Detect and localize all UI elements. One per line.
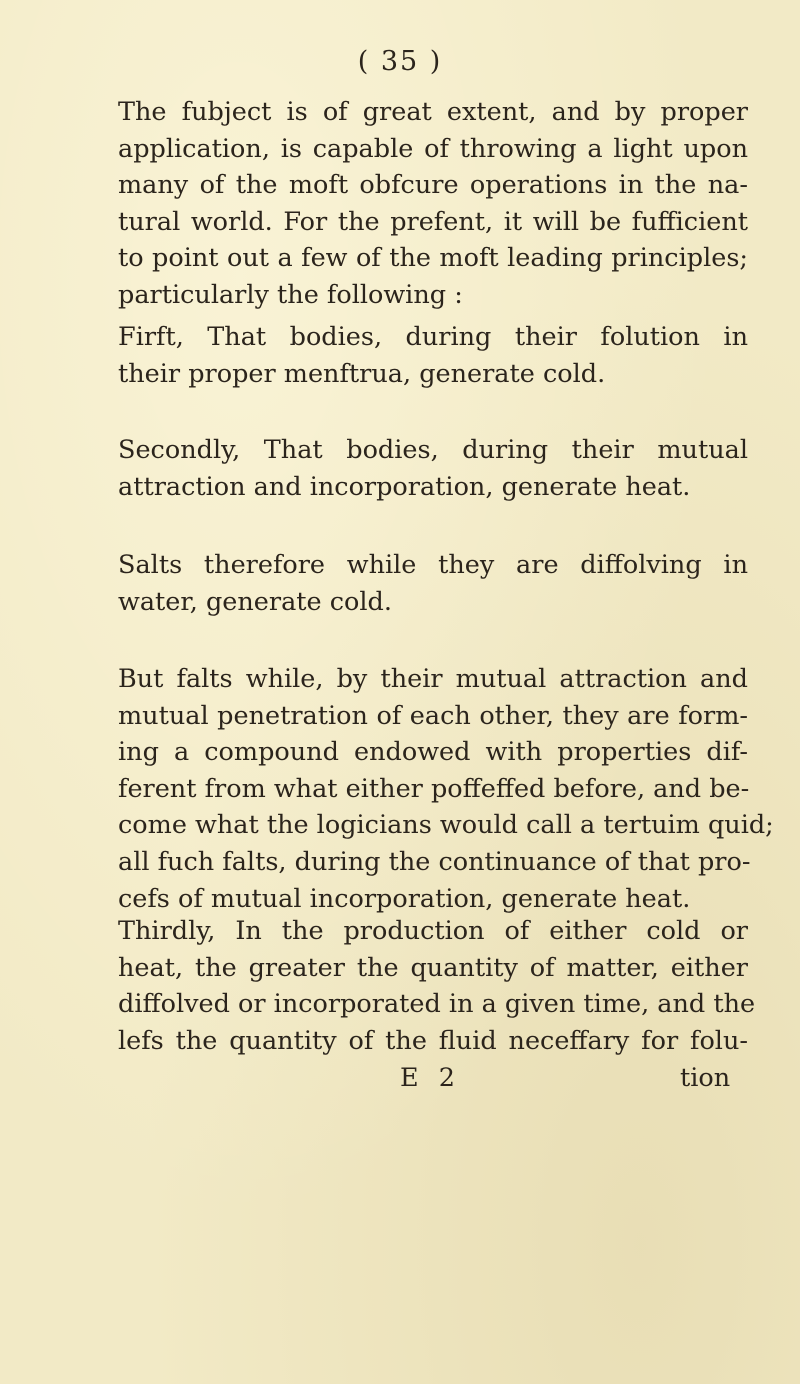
catchword: tion xyxy=(680,1063,731,1093)
text-line: attraction and incorporation, generate heat. xyxy=(118,471,691,502)
paragraph-5 xyxy=(118,661,774,917)
text-line: ing a compound endowed with properties dif- xyxy=(118,737,748,768)
text-line: cefs of mutual incorporation, generate heat. xyxy=(118,883,691,914)
text-line: their proper menftrua, generate cold. xyxy=(118,358,606,389)
text-line: mutual penetration of each other, they are form- xyxy=(118,700,748,731)
text-line: diffolved or incorporated in a given time, and the xyxy=(118,989,756,1020)
text-line: ferent from what either poffeffed before, and be- xyxy=(118,773,750,804)
paragraph-3 xyxy=(118,432,748,505)
text-line: all fuch falts, during the continuance of that pro- xyxy=(118,846,751,877)
text-line: The fubject is of great extent, and by proper xyxy=(118,97,748,127)
text-line: Secondly, That bodies, during their mutual xyxy=(118,435,748,465)
text-line: to point out a few of the moft leading principles; xyxy=(118,243,748,274)
text-line: Salts therefore while they are diffolving in xyxy=(118,550,748,580)
text-line: many of the moft obfcure operations in the na- xyxy=(118,170,748,201)
text-line: heat, the greater the quantity of matter, either xyxy=(118,952,748,983)
text-line: tural world. For the prefent, it will be fufficient xyxy=(118,206,748,237)
text-line: particularly the following : xyxy=(118,279,463,310)
text-line: Firft, That bodies, during their folution in xyxy=(118,322,748,352)
paragraph-2 xyxy=(118,319,748,392)
paragraph-4 xyxy=(118,547,748,620)
text-line: But falts while, by their mutual attraction and xyxy=(118,664,748,694)
text-line: come what the logicians would call a tertuim quid; xyxy=(118,810,774,841)
paragraph-1 xyxy=(118,94,748,314)
page-footer xyxy=(0,1063,800,1099)
signature-mark: E 2 xyxy=(400,1063,461,1093)
text-line: water, generate cold. xyxy=(118,586,392,617)
paragraph-6 xyxy=(118,913,756,1059)
text-line: Thirdly, In the production of either cold or xyxy=(118,916,748,946)
text-line: lefs the quantity of the fluid neceffary for folu- xyxy=(118,1025,748,1056)
text-line: application, is capable of throwing a light upon xyxy=(118,133,748,164)
page-number: ( 35 ) xyxy=(357,46,443,77)
